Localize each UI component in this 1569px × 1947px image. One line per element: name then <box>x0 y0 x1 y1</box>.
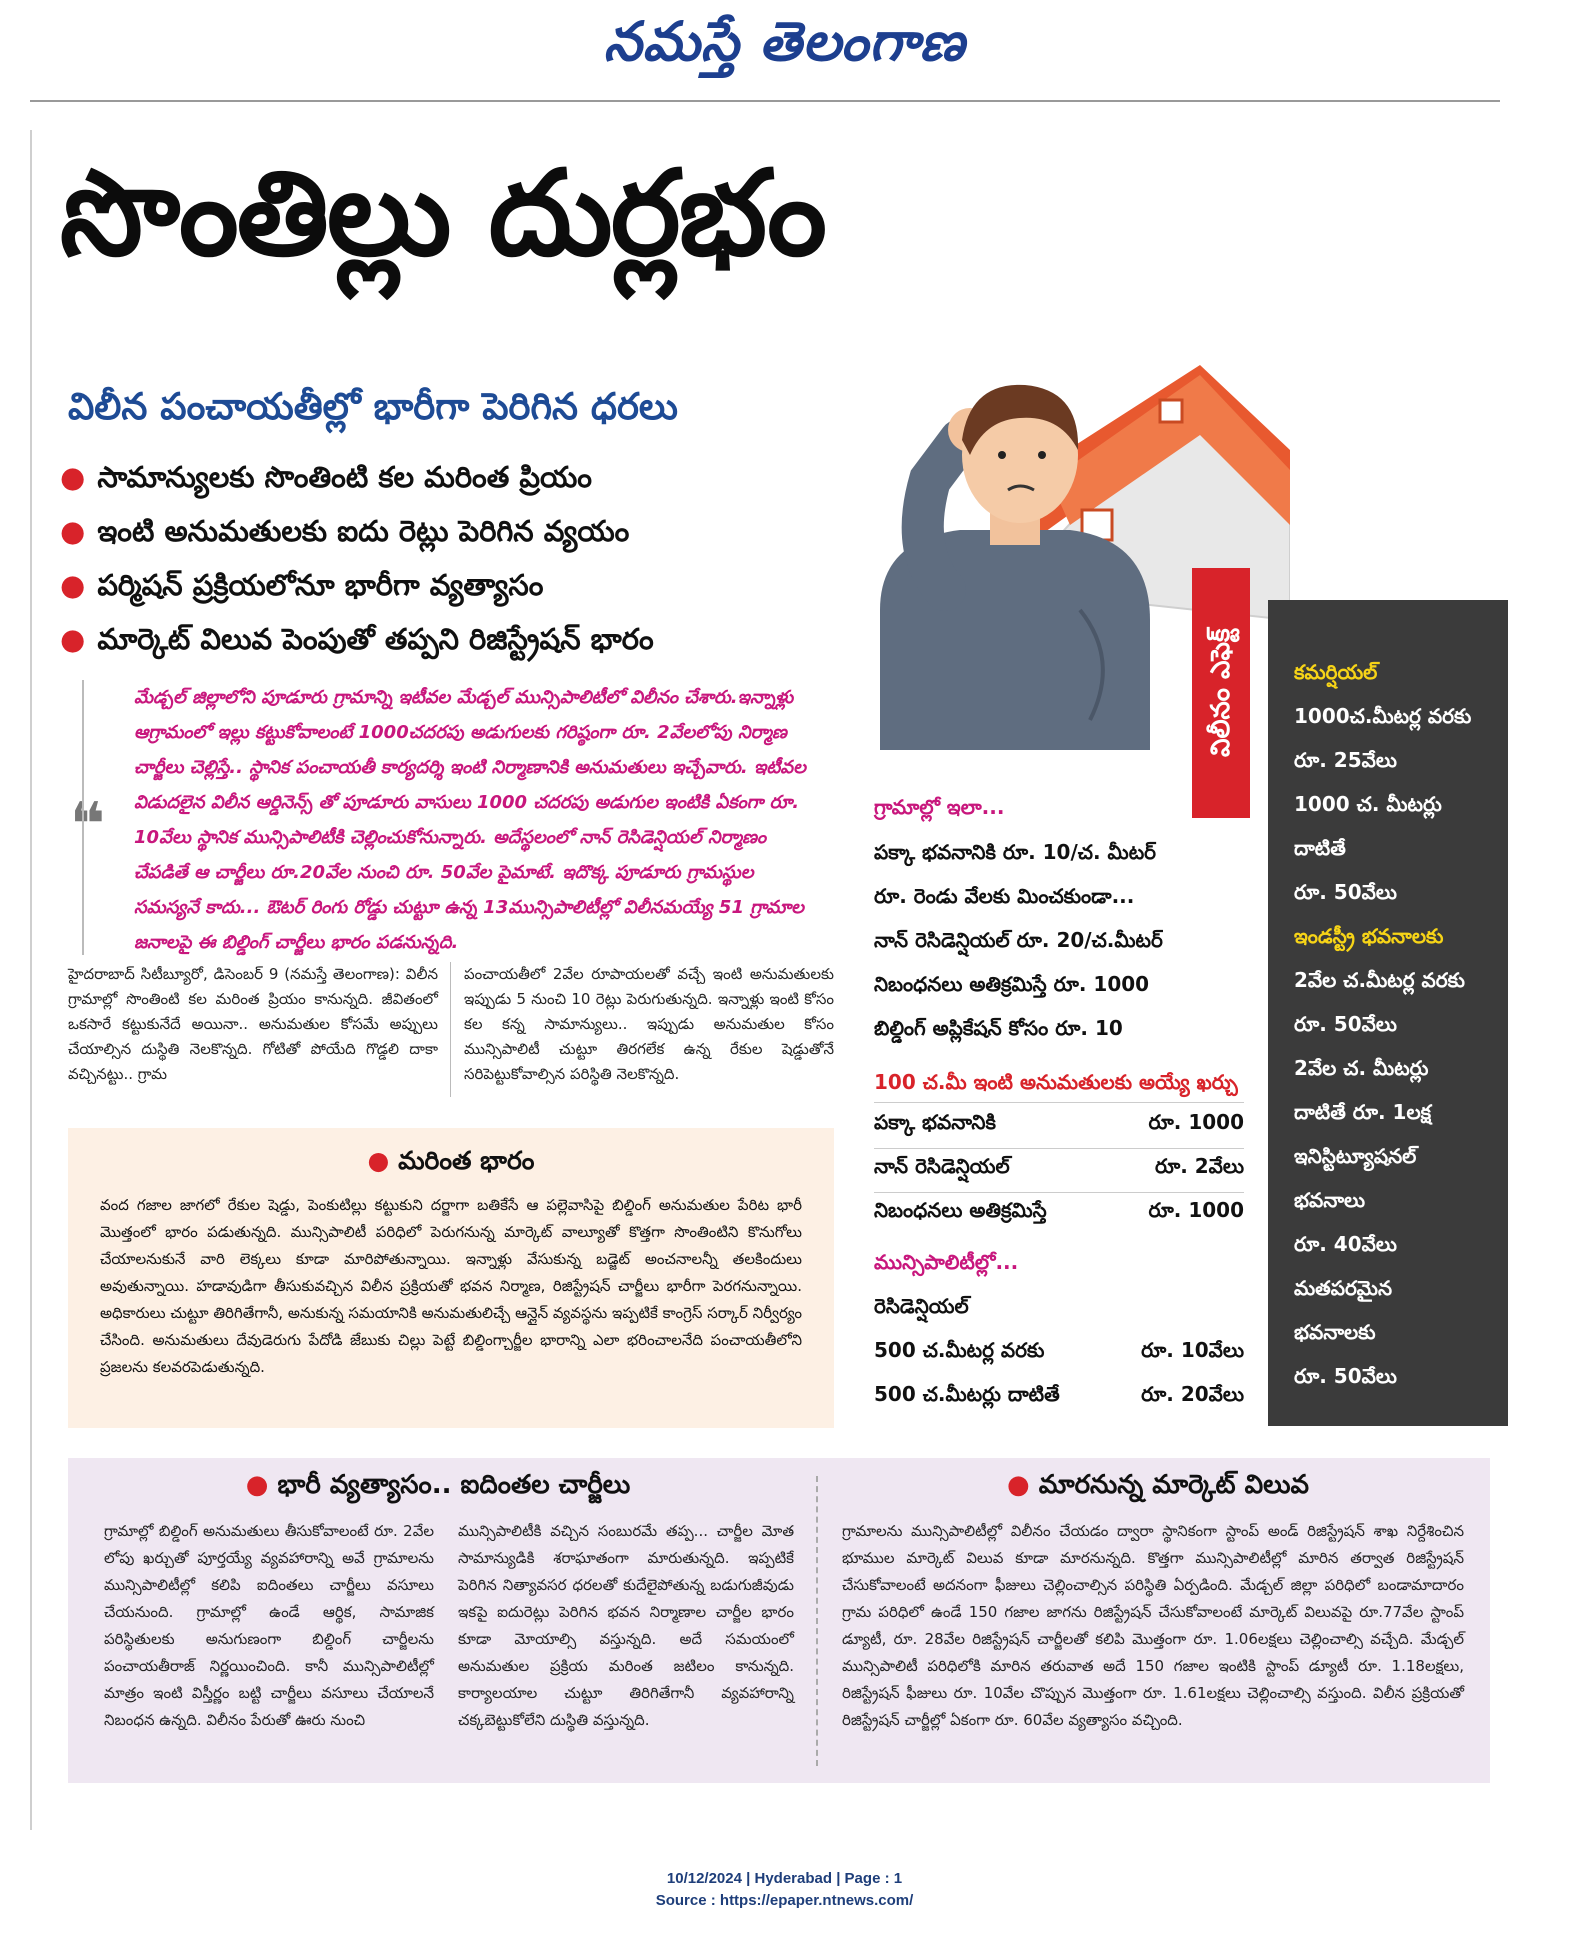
effect-badge: విలీనం ఎఫెక్ట్ <box>1192 568 1250 818</box>
village-row: బిల్డింగ్ అప్లికేషన్ కోసం రూ. 10 <box>874 1016 1123 1040</box>
village-row: రూ. రెండు వేలకు మించకుండా... <box>874 884 1135 908</box>
footer-source-link[interactable]: Source : https://epaper.ntnews.com/ <box>655 1892 914 1909</box>
panel-item: 2వేల చ.మీటర్ల వరకు <box>1294 968 1465 992</box>
bullet-item: ● మార్కెట్ విలువ పెంపుతో తప్పని రిజిస్ట్రేషన్ భారం <box>60 622 654 656</box>
bullet-dot-icon: ● <box>60 460 86 494</box>
village-row: పక్కా భవనానికి రూ. 10/చ. మీటర్ <box>874 840 1157 864</box>
masthead-rule <box>30 100 1500 102</box>
panel-item: కమర్షియల్ <box>1294 660 1378 684</box>
village-row: నాన్ రెసిడెన్షియల్ రూ. 20/చ.మీటర్ <box>874 928 1163 952</box>
sqm100-title: 100 చ.మీ ఇంటి అనుమతులకు అయ్యే ఖర్చు <box>874 1070 1238 1094</box>
bottom-left-column-2: మున్సిపాలిటీకి వచ్చిన సంబురమే తప్ప... చార్జీల మోత సామాన్యుడికి శరాఘాతంగా మారుతున్నది. ఇప్పటికే పెరిగిన నిత్యావసర ధరలతో కుదేలైపోతున్న బడుగుజీవుడు ఇకపై ఐదురెట్లు పెరిగిన భవన నిర్మాణాల చార్జీల భారం కూడా మోయాల్సి వస్తున్నది. అదే సమయంలో అనుమతుల ప్రక్రియ మరింత జటిలం కానున్నది. కార్యాలయాల చుట్టూ తిరిగితేగానీ వ్యవహారాన్ని చక్కబెట్టుకోలేని దుస్థితి వస్తున్నది. <box>458 1522 794 1729</box>
panel-item: 2వేల చ. మీటర్లు <box>1294 1056 1429 1080</box>
divider <box>874 1148 1244 1149</box>
masthead-logo: నమస్తే తెలంగాణ <box>603 10 966 73</box>
village-charges-section <box>874 795 1244 824</box>
side-story-title: ● మరింత భారం <box>367 1146 535 1175</box>
panel-item: ఇండస్ట్రీ భవనాలకు <box>1294 924 1444 948</box>
panel-item: 1000 చ. మీటర్లు <box>1294 792 1442 816</box>
bullet-dot-icon: ● <box>367 1146 399 1175</box>
municipal-title: మున్సిపాలిటీల్లో... <box>874 1250 1019 1274</box>
bullet-item: ● పర్మిషన్ ప్రక్రియలోనూ భారీగా వ్యత్యాసం <box>60 568 544 602</box>
bottom-left-title: ● భారీ వ్యత్యాసం.. ఐదింతల చార్జీలు <box>245 1470 631 1500</box>
panel-item: మతపరమైన <box>1294 1276 1392 1300</box>
panel-item: దాటితే రూ. 1లక్ష <box>1294 1100 1432 1124</box>
bullet-item: ● సామాన్యులకు సొంతింటి కల మరింత ప్రియం <box>60 460 593 494</box>
bullet-dot-icon: ● <box>60 622 86 656</box>
panel-item: 1000చ.మీటర్ల వరకు <box>1294 704 1472 728</box>
sqm100-row: నిబంధనలు అతిక్రమిస్తే రూ. 1000 <box>874 1198 1244 1222</box>
body-column-1: హైదరాబాద్ సిటీబ్యూరో, డిసెంబర్ 9 (నమస్తే తెలంగాణ): విలీన గ్రామాల్లో సొంతింటి కల మరింత ప్రియం కానున్నది. జీవితంలో ఒకసారే కట్టుకునేదే అయినా.. అనుమతుల కోసమే అప్పులు చేయాల్సిన దుస్థితి నెలకొన్నది. గోటితో పోయేది గొడ్డలి దాకా వచ్చినట్టు.. గ్రామ <box>68 965 438 1083</box>
panel-item: భవనాలు <box>1294 1188 1366 1212</box>
bullet-dot-icon: ● <box>60 514 86 548</box>
panel-item: ఇనిస్టిట్యూషనల్ <box>1294 1144 1417 1168</box>
left-margin-line <box>30 130 32 1830</box>
bottom-right-title: ● మారనున్న మార్కెట్ విలువ <box>1006 1470 1310 1500</box>
body-column-2: పంచాయతీలో 2వేల రూపాయలతో వచ్చే ఇంటి అనుమతులకు ఇప్పుడు 5 నుంచి 10 రెట్లు పెరుగుతున్నది. ఇన్నాళ్లు ఇంటి కోసం కల కన్న సామాన్యులు.. ఇప్పుడు అనుమతుల కోసం మున్సిపాలిటీ చుట్టూ తిరగలేక ఉన్న రేకుల షెడ్డుతోనే సరిపెట్టుకోవాల్సిన పరిస్థితి నెలకొన్నది. <box>464 965 834 1083</box>
panel-item: రూ. 50వేలు <box>1294 1012 1397 1036</box>
panel-item: రూ. 50వేలు <box>1294 1364 1397 1388</box>
municipal-row: 500 చ.మీటర్ల వరకు రూ. 10వేలు <box>874 1338 1244 1362</box>
side-story-box <box>68 1128 834 1428</box>
bullet-dot-icon: ● <box>245 1470 278 1500</box>
sqm100-row: పక్కా భవనానికి రూ. 1000 <box>874 1110 1244 1134</box>
bottom-left-column-1: గ్రామాల్లో బిల్డింగ్ అనుమతులు తీసుకోవాలంటే రూ. 2వేల లోపు ఖర్చుతో పూర్తయ్యే వ్యవహారాన్ని అవే గ్రామాలను మున్సిపాలిటీల్లో కలిపి ఐదింతలు చార్జీలు వసూలు చేయనుంది. గ్రామాల్లో ఉండే ఆర్థిక, సామాజిక పరిస్థితులకు అనుగుణంగా బిల్డింగ్ చార్జీలను పంచాయతీరాజ్ నిర్ణయించింది. కానీ మున్సిపాలిటీల్లో మాత్రం ఇంటి విస్తీర్ణం బట్టి చార్జీలు వసూలు చేయాలనే నిబంధన ఉన్నది. విలీనం పేరుతో ఊరు నుంచి <box>104 1522 434 1729</box>
municipal-row: 500 చ.మీటర్లు దాటితే రూ. 20వేలు <box>874 1382 1244 1406</box>
municipal-sub: రెసిడెన్షియల్ <box>874 1294 969 1318</box>
intro-paragraph: మేడ్చల్ జిల్లాలోని పూడూరు గ్రామాన్ని ఇటీవల మేడ్చల్ మున్సిపాలిటీలో విలీనం చేశారు.ఇన్నాళ్లు ఆగ్రామంలో ఇల్లు కట్టుకోవాలంటే 1000చదరపు అడుగులకు గరిష్ఠంగా రూ. 2వేలలోపు నిర్మాణ చార్జీలు చెల్లిస్తే.. స్థానిక పంచాయతీ కార్యదర్శి ఇంటి నిర్మాణానికి అనుమతులు ఇచ్చేవారు. ఇటీవల విడుదలైన విలీన ఆర్డినెన్స్ తో పూడూరు వాసులు 1000 చదరపు అడుగుల ఇంటికి ఏకంగా రూ. 10వేలు స్థానిక మున్సిపాలిటీకి చెల్లించుకోనున్నారు. అదేస్థలంలో నాన్ రెసిడెన్షియల్ నిర్మాణం చేపడితే ఆ చార్జీలు రూ.20వేల నుంచి రూ. 50వేల పైమాటే. ఇదొక్క పూడూరు గ్రామస్థుల సమస్యనే కాదు... ఔటర్ రింగు రోడ్డు చుట్టూ ఉన్న 13మున్సిపాలిటీల్లో విలీనమయ్యే 51 గ్రామాల జనాలపై ఈ బిల్డింగ్ చార్జీలు భారం పడనున్నది. <box>82 680 822 955</box>
sqm100-row: నాన్ రెసిడెన్షియల్ రూ. 2వేలు <box>874 1154 1244 1178</box>
charges-side-panel <box>1268 600 1508 1426</box>
panel-item: రూ. 40వేలు <box>1294 1232 1397 1256</box>
bottom-divider <box>816 1476 818 1766</box>
panel-item: రూ. 50వేలు <box>1294 880 1397 904</box>
panel-item: భవనాలకు <box>1294 1320 1376 1344</box>
column-divider <box>450 962 451 1097</box>
panel-item: దాటితే <box>1294 836 1346 860</box>
divider <box>874 1102 1244 1103</box>
bullet-list <box>60 450 820 666</box>
divider <box>874 1192 1244 1193</box>
page-footer <box>0 1868 1569 1912</box>
bullet-dot-icon: ● <box>1006 1470 1039 1500</box>
bullet-item: ● ఇంటి అనుమతులకు ఐదు రెట్లు పెరిగిన వ్యయం <box>60 514 630 548</box>
village-row: నిబంధనలు అతిక్రమిస్తే రూ. 1000 <box>874 972 1150 996</box>
bullet-dot-icon: ● <box>60 568 86 602</box>
panel-item: రూ. 25వేలు <box>1294 748 1397 772</box>
subheadline: విలీన పంచాయతీల్లో భారీగా పెరిగిన ధరలు <box>68 385 678 428</box>
quote-mark-icon: ❝ <box>70 790 106 860</box>
bottom-stories <box>68 1458 1490 1783</box>
headline: సొంతిల్లు దుర్లభం <box>60 144 825 282</box>
bottom-right-text: గ్రామాలను మున్సిపాలిటీల్లో విలీనం చేయడం ద్వారా స్థానికంగా స్టాంప్ అండ్ రిజిస్ట్రేషన్ శాఖ నిర్దేశించిన భూముల మార్కెట్ విలువ కూడా మారనున్నది. కొత్తగా మున్సిపాలిటీల్లో మారిన తర్వాత రిజిస్ట్రేషన్ చేసుకోవాలంటే అదనంగా ఫీజులు చెల్లించాల్సిన పరిస్థితి ఏర్పడింది. మేడ్చల్ జిల్లా పరిధిలో బండామాదారం గ్రామ పరిధిలో ఉండే 150 గజాల జాగను రిజిస్ట్రేషన్ చేసుకోవాలంటే మార్కెట్ విలువపై రూ.77వేల స్టాంప్ డ్యూటీ, రూ. 28వేల రిజిస్ట్రేషన్ చార్జీలతో కలిపి మొత్తంగా రూ. 1.06లక్షలు చెల్లించాల్సి వచ్చేది. మేడ్చల్ మున్సిపాలిటీ పరిధిలోకి మారిన తరువాత అదే 150 గజాల ఇంటికి స్టాంప్ డ్యూటీ రూ. 1.18లక్షలు, రిజిస్ట్రేషన్ ఫీజులు రూ. 10వేల చొప్పున మొత్తంగా రూ. 1.61లక్షలు చెల్లించాల్సి వస్తుంది. విలీన ప్రక్రియతో రిజిస్ట్రేషన్ చార్జీల్లో ఏకంగా రూ. 60వేల వ్యత్యాసం వచ్చింది. <box>842 1522 1464 1729</box>
side-story-text: వంద గజాల జాగలో రేకుల షెడ్డు, పెంకుటిల్లు కట్టుకుని దర్జాగా బతికేసే ఆ పల్లెవాసిపై బిల్డింగ్ అనుమతుల పేరిట భారీ మొత్తంలో భారం పడుతున్నది. మున్సిపాలిటీ పరిధిలో పెరుగనున్న మార్కెట్ వాల్యూతో కొత్తగా సొంతింటిని కొనుగోలు చేయాలనుకునే వారి లెక్కలు కూడా మారిపోతున్నాయి. ఇన్నాళ్లు వేసుకున్న బడ్జెట్ అంచనాలన్నీ తలకిందులు అవుతున్నాయి. హడావుడిగా తీసుకువచ్చిన విలీన ప్రక్రియతో భవన నిర్మాణ, రిజిస్ట్రేషన్ చార్జీలు భారీగా పెరగనున్నాయి. అధికారులు చుట్టూ తిరిగితేగానీ, అనుకున్న సమయానికి అనుమతులిచ్చే ఆన్లైన్ వ్యవస్థను ఇప్పటికే కాంగ్రెస్ సర్కార్ నిర్వీర్యం చేసింది. అనుమతులు దేవుడెరుగు పేదోడి జేబుకు చిల్లు పెట్టే బిల్డింగ్చార్జీల భారాన్ని ఎలా భరించాలనేది పంచాయతీలోని ప్రజలను కలవరపెడుతున్నది. <box>100 1196 802 1376</box>
village-title: గ్రామాల్లో ఇలా... <box>874 795 1005 819</box>
footer-date-line: 10/12/2024 | Hyderabad | Page : 1 <box>666 1870 903 1887</box>
